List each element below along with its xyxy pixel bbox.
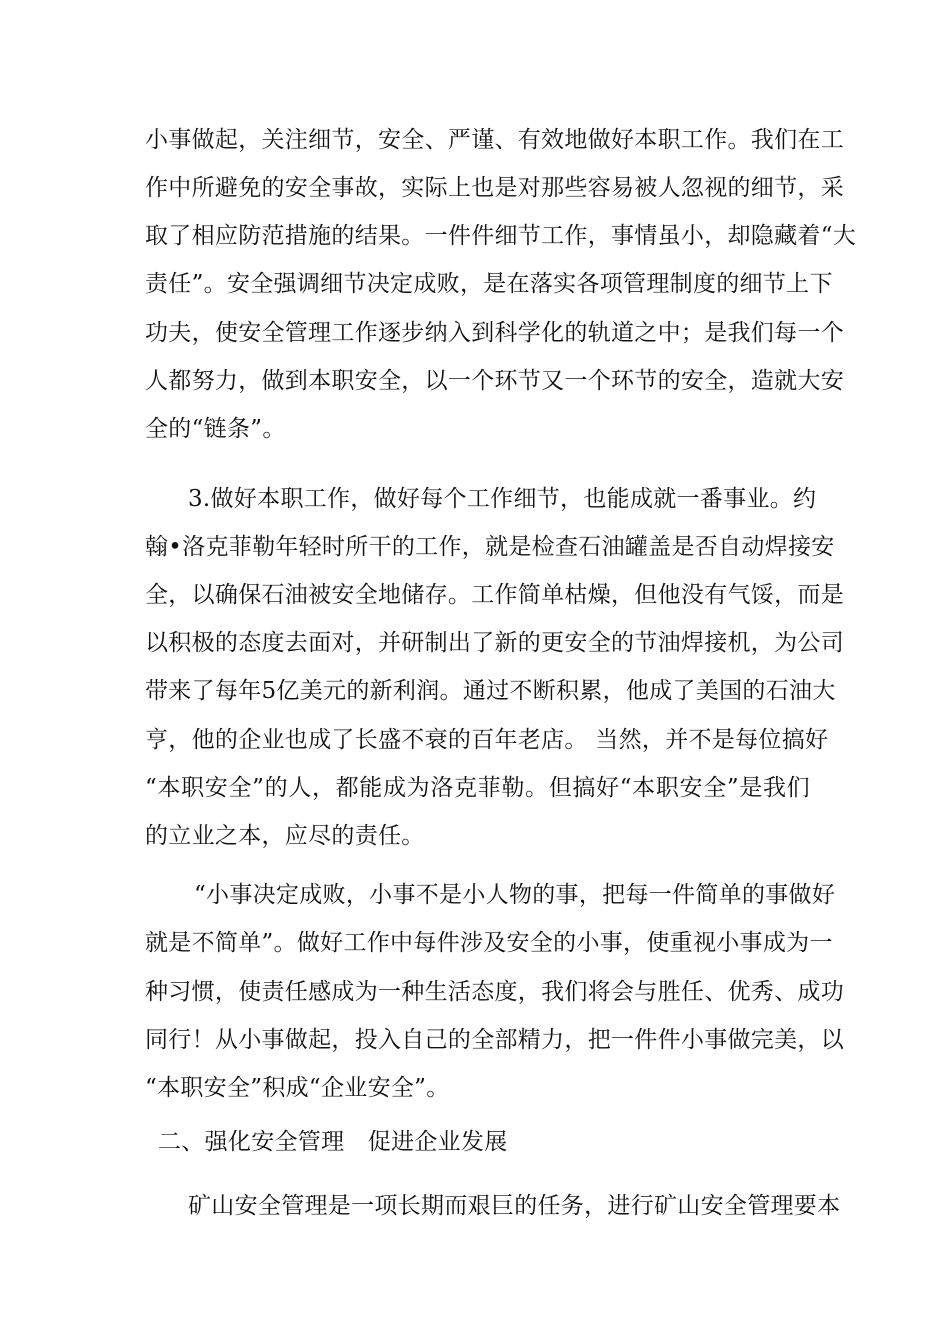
paragraph-line: 责任”。安全强调细节决定成败，是在落实各项管理制度的细节上下 <box>145 271 833 297</box>
paragraph-line: 取了相应防范措施的结果。一件件细节工作，事情虽小，却隐藏着“大 <box>145 223 857 249</box>
paragraph-line: 的立业之本，应尽的责任。 <box>145 823 425 849</box>
paragraph-line: 以积极的态度去面对，并研制出了新的更安全的节油焊接机，为公司 <box>145 630 844 656</box>
section-heading: 二、强化安全管理 促进企业发展 <box>158 1129 508 1155</box>
paragraph-line: “本职安全”积成“企业安全”。 <box>145 1075 450 1101</box>
paragraph-line: 功夫，使安全管理工作逐步纳入到科学化的轨道之中；是我们每一个 <box>145 320 844 346</box>
paragraph-line: 人都努力，做到本职安全，以一个环节又一个环节的安全，造就大安 <box>145 368 844 394</box>
paragraph-line: 亨，他的企业也成了长盛不衰的百年老店。 当然，并不是每位搞好 <box>145 727 829 753</box>
paragraph-line: “本职安全”的人，都能成为洛克菲勒。但搞好“本职安全”是我们 <box>145 775 810 801</box>
paragraph-line: 种习惯，使责任感成为一种生活态度，我们将会与胜任、优秀、成功 <box>145 979 844 1005</box>
paragraph-line: “小事决定成败，小事不是小人物的事，把每一件简单的事做好 <box>194 882 836 908</box>
paragraph-line: 3.做好本职工作，做好每个工作细节，也能成就一番事业。约 <box>188 486 817 512</box>
paragraph-line: 矿山安全管理是一项长期而艰巨的任务，进行矿山安全管理要本 <box>188 1193 841 1219</box>
paragraph-line: 小事做起，关注细节，安全、严谨、有效地做好本职工作。我们在工 <box>145 127 844 153</box>
paragraph-line: 同行！从小事做起，投入自己的全部精力，把一件件小事做完美，以 <box>145 1027 844 1053</box>
paragraph-line: 全的“链条”。 <box>145 416 286 442</box>
paragraph-line: 就是不简单”。做好工作中每件涉及安全的小事，使重视小事成为一 <box>145 930 833 956</box>
paragraph-line: 带来了每年5亿美元的新利润。通过不断积累，他成了美国的石油大 <box>145 678 836 704</box>
paragraph-line: 全，以确保石油被安全地储存。工作简单枯燥，但他没有气馁，而是 <box>145 582 844 608</box>
paragraph-line: 作中所避免的安全事故，实际上也是对那些容易被人忽视的细节，采 <box>145 175 844 201</box>
paragraph-line: 翰•洛克菲勒年轻时所干的工作，就是检查石油罐盖是否自动焊接安 <box>145 534 835 560</box>
